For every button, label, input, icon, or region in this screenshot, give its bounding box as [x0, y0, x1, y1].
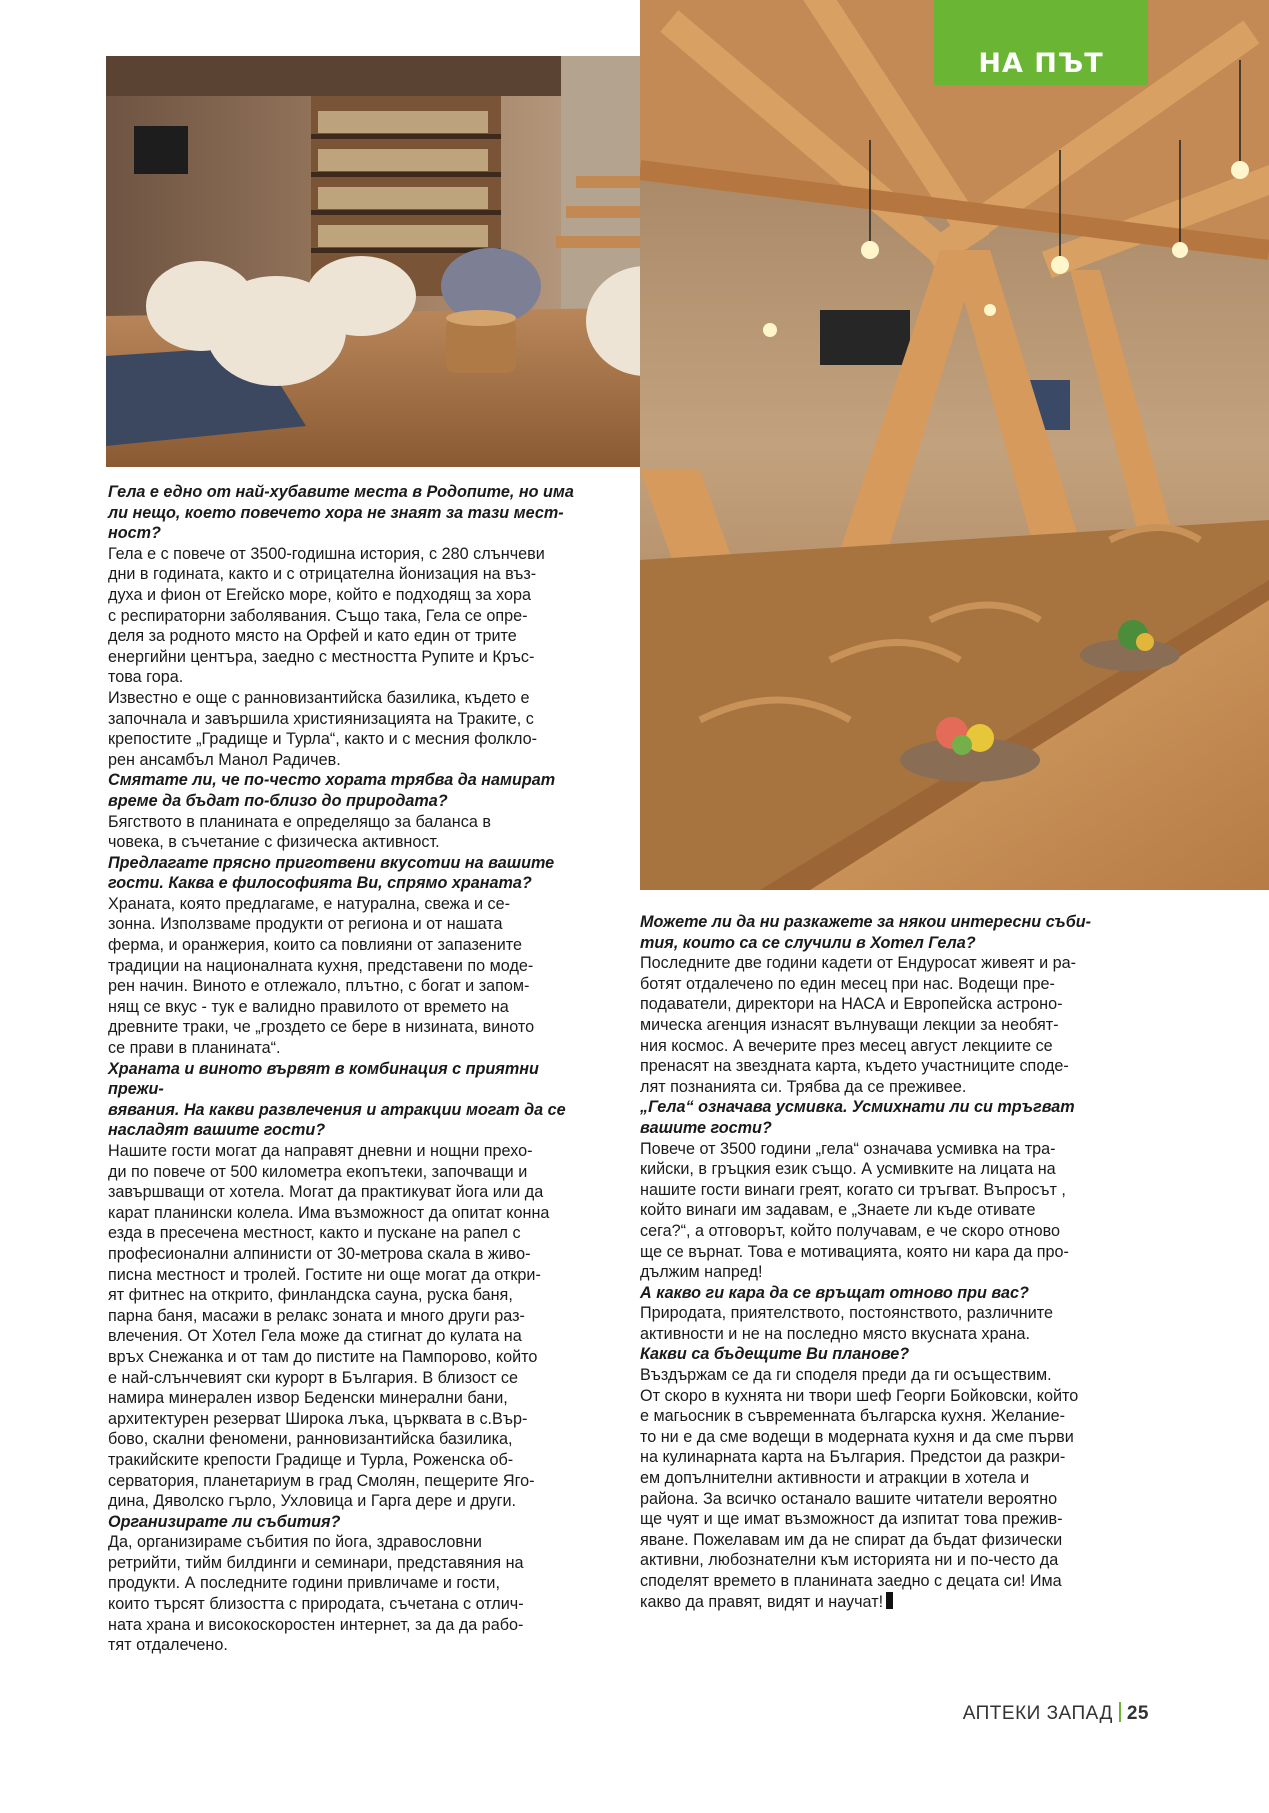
page-footer: [963, 1702, 1149, 1725]
interview-question: Можете ли да ни разкажете за някои интересни съби- тия, които са се случили в Хотел Гела?: [640, 913, 1092, 952]
interview-answer: Гела е с повече от 3500-годишна история, с 280 слънчеви дни в годината, както и с отрицателна йонизация на въз- духа и фион от Егейско море, който е подходящ за хора с респираторни заболявания. Също така, Гела се опре- деля за родното място на Орфей и като един от трите енергийни центъра, заедно с местността Рупите и Кръс- това гора.: [108, 544, 545, 687]
article-left-column: [108, 482, 598, 1656]
interview-question: Организирате ли събития?: [108, 1512, 341, 1531]
interview-answer: Нашите гости могат да направят дневни и нощни прехо- ди по повече от 500 километра екопътеки, започващи и завършващи от хотела. Могат да практикуват йога или да карат планински колела. Има възможност да опитат конна езда в пресечена местност, както и пускане на рапел с професионални алпинисти от 30-метрова скала в живо- писна местност и тролей. Гостите ни още могат да откри- ят фитнес на открито, финландска сауна, руска баня, парна баня, масажи в релакс зоната и много други раз- влечения. От Хотел Гела може да стигнат до кулата на връх Снежанка и от там до пистите на Пампорово, който е най-слънчевият ски курорт в България. В близост се намира минерален извор Беденски минерални бани, архитектурен резерват Широка лъка, църквата в с.Вър- бово, скални феномени, ранновизантийска базилика, тракийските крепости Градище и Турла, Роженска об- серватория, планетариум в град Смолян, пещерите Яго- дина, Дяволско гърло, Ухловица и Гарга дере и други.: [108, 1142, 550, 1511]
interview-answer: Храната, която предлагаме, е натурална, свежа и се- зонна. Използваме продукти от региона и от нашата ферма, и оранжерия, които са повлияни от запазените традиции на националната кухня, представени по моде- рен начин. Виното е отлежало, плътно, с богат и запом- нящ се вкус - тук е валидно правилото от времето на древните траки, че „гроздето се бере в низината, виното се прави в планината“.: [108, 894, 535, 1058]
section-tag: НА ПЪТ: [934, 0, 1148, 85]
interview-answer: Природата, приятелството, постоянството, различните активности и не на последно място вкусната храна.: [640, 1304, 1053, 1343]
interview-answer-final: [640, 1365, 1132, 1612]
article-right-column: [640, 912, 1132, 1612]
interview-question: Предлагате прясно приготвени вкусотии на вашите гости. Каква е философията Ви, спрямо храната?: [108, 853, 555, 893]
interview-question: Какви са бъдещите Ви планове?: [640, 1345, 910, 1364]
interview-question: А какво ги кара да се връщат отново при вас?: [640, 1283, 1029, 1302]
dining-hall-illustration: [640, 0, 1269, 890]
interview-answer: Бягството в планината е определящо за баланса в човека, в съчетание с физическа активност.: [108, 812, 491, 852]
interview-answer: Да, организираме събития по йога, здравословни ретрийти, тийм билдинги и семинари, представяния на продукти. А последните години привличаме и гости, които търсят близостта с природата, съчетана с отлич- ната храна и високоскоростен интернет, за да да рабо- тят отдалечено.: [108, 1533, 524, 1655]
footer-separator: [1119, 1702, 1121, 1722]
interview-answer: Повече от 3500 години „гела“ означава усмивка на тра- кийски, в гръцкия език също. А усмивките на лицата на нашите гости винаги греят, когато си тръгват. Въпросът , който винаги им задавам, е „Знаете ли къде отивате сега?“, а отговорът, който получавам, е че скоро отново ще се върнат. Това е мотивацията, която ни кара да про- дължим напред!: [640, 1139, 1069, 1282]
interview-question: „Гела“ означава усмивка. Усмихнати ли си тръгват вашите гости?: [640, 1098, 1075, 1137]
interview-question: Гела е едно от най-хубавите места в Родопите, но има ли нещо, което повечето хора не знаят за тази мест- ност?: [108, 483, 574, 543]
dining-hall-photo: [640, 0, 1269, 890]
article-end-mark: [886, 1592, 893, 1609]
final-answer-text: Въздържам се да ги споделя преди да ги осъществим. От скоро в кухнята ни твори шеф Георги Бойковски, който е магьосник в съвременната българска кухня. Желание- то ни е да сме водещи в модерната кухня и да сме първи на кулинарната карта на България. Предстои да разкри- ем допълнителни активности и атракции в хотела и района. За всичко останало вашите читатели вероятно ще чуят и ще имат възможност да изпитат това прежив- яване. Пожелавам им да не спират да бъдат физически активни, любознателни към историята ни и по-често да споделят времето в планината заедно с децата си! Има какво да правят, видят и научат!: [640, 1366, 1079, 1611]
interview-question: Смятате ли, че по-често хората трябва да намират време да бъдат по-близо до природата?: [108, 771, 556, 810]
interview-answer: Последните две години кадети от Ендуросат живеят и ра- ботят отдалечено по един месец при нас. Водещи пре- подаватели, директори на НАСА и Европейска астроно- мическа агенция изнасят вълнуващи лекции за необят- ния космос. А вечерите през месец август лекциите се пренасят на звездната карта, където участниците споде- лят познанията си. Трябва да се преживее.: [640, 954, 1077, 1096]
interview-question: Храната и виното вървят в комбинация с приятни прежи- вявания. На какви развлечения и атракции могат да се насладят вашите гости?: [108, 1059, 566, 1140]
magazine-name: АПТЕКИ ЗАПАД: [962, 1703, 1113, 1724]
interview-answer: Известно е още с ранновизантийска базилика, където е започнала и завършила християнизацията на Траките, с крепостите „Градище и Турла“, както и с месния фолкло- рен ансамбъл Манол Радичев.: [108, 688, 537, 769]
page-number: 25: [1126, 1703, 1149, 1724]
